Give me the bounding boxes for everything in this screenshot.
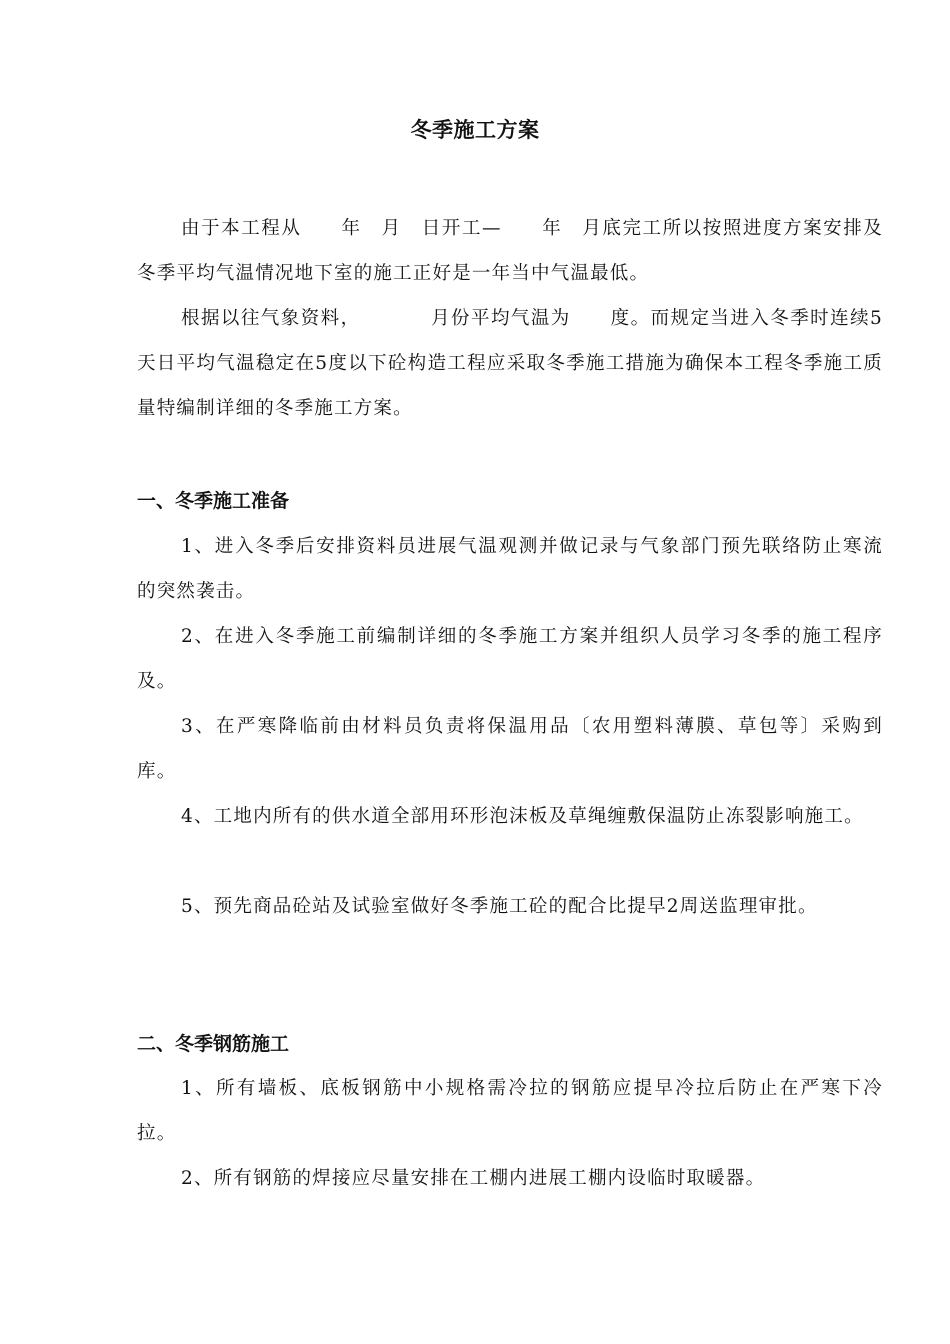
section-heading-rebar-work: 二、冬季钢筋施工 bbox=[137, 1033, 290, 1055]
preparation-item-4: 4、工地内所有的供水道全部用环形泡沫板及草绳缠敷保温防止冻裂影响施工。 bbox=[181, 806, 864, 827]
rebar-item-1: 1、所有墙板、底板钢筋中小规格需冷拉的钢筋应提早冷拉后防止在严寒下冷拉。 bbox=[137, 1078, 883, 1144]
document-title: 冬季施工方案 bbox=[410, 118, 540, 142]
preparation-item-3: 3、在严寒降临前由材料员负责将保温用品〔农用塑料薄膜、草包等〕采购到库。 bbox=[137, 716, 883, 782]
preparation-item-2: 2、在进入冬季施工前编制详细的冬季施工方案并组织人员学习冬季的施工程序及。 bbox=[137, 626, 883, 692]
preparation-item-1: 1、进入冬季后安排资料员进展气温观测并做记录与气象部门预先联络防止寒流的突然袭击。 bbox=[137, 536, 883, 602]
intro-paragraph-1: 由于本工程从 年 月 日开工— 年 月底完工所以按照进度方案安排及 冬季平均气温情况地下室的施工正好是一年当中气温最低。 bbox=[137, 218, 943, 284]
intro-paragraph-2: 根据以往气象资料， 月份平均气温为 度。而规定当进入冬季时连续5天日平均气温稳定在5度以下砼构造工程应采取冬季施工措施为确保本工程冬季施工质量特编制详细的冬季施工方案。 bbox=[137, 308, 883, 419]
rebar-item-2: 2、所有钢筋的焊接应尽量安排在工棚内进展工棚内设临时取暖器。 bbox=[181, 1168, 766, 1189]
section-heading-winter-preparation: 一、冬季施工准备 bbox=[137, 490, 290, 512]
preparation-item-5: 5、预先商品砼站及试验室做好冬季施工砼的配合比提早2周送监理审批。 bbox=[181, 896, 818, 917]
